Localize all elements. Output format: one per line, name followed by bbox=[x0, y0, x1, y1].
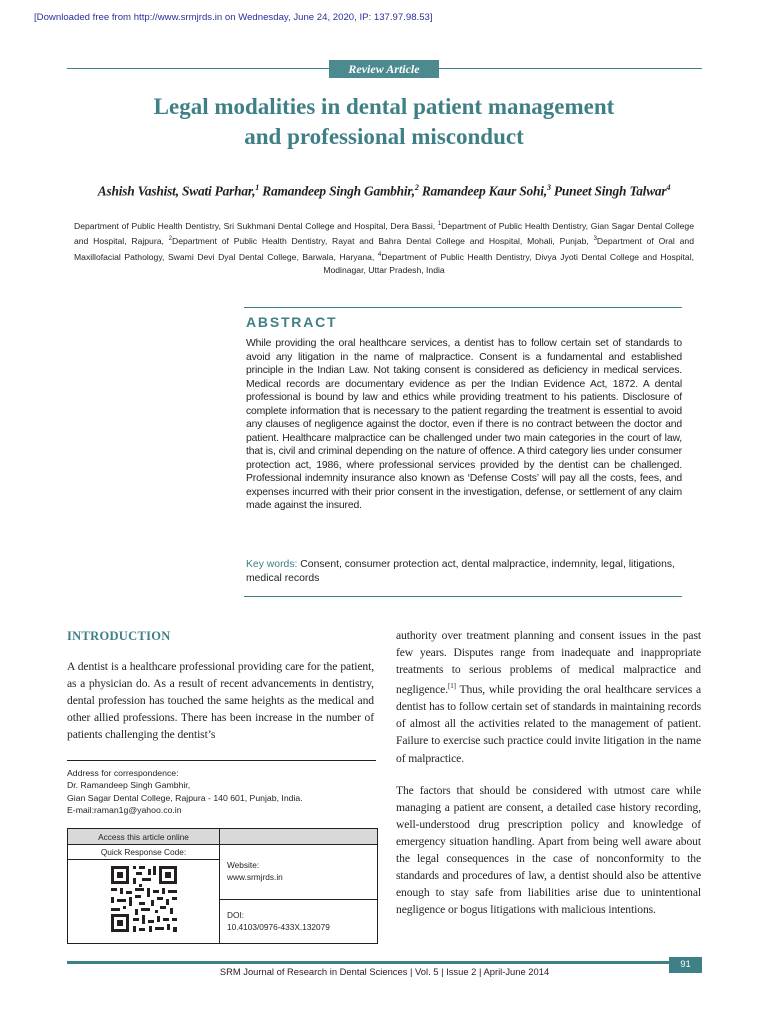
article-title bbox=[60, 92, 708, 152]
intro-left-column bbox=[67, 658, 374, 743]
title-line-1: Legal modalities in dental patient management bbox=[153, 94, 615, 119]
title-line-2: and professional misconduct bbox=[244, 124, 524, 149]
keywords bbox=[246, 558, 682, 585]
abstract-bottom-rule bbox=[244, 596, 682, 597]
website-label: Website: bbox=[227, 860, 260, 870]
website-link[interactable]: www.srmjrds.in bbox=[227, 872, 283, 882]
page-number: 91 bbox=[669, 957, 702, 973]
intro-paragraph: The factors that should be considered with utmost care while managing a patient are consent, a detailed case history recording, well-understood drug prescription policy and knowledge of emergency situation handling. Apart from being well aware about the legal consequences in the case of nonconformity to the standards and procedures of law, a dentist should also be attentive enough to stay safe from liabilities arise due to unintentional negligence or bogus litigations with malicious intentions. bbox=[396, 783, 701, 917]
affil-text: Department of Public Health Dentistry, Gian Sagar Dental College and Hospital, Rajpura, bbox=[74, 220, 694, 247]
citation-ref[interactable]: [1] bbox=[448, 682, 456, 691]
footer-journal: SRM Journal of Research in Dental Sciences | Vol. 5 | Issue 2 | April-June 2014 bbox=[219, 966, 550, 977]
correspondence-label: Address for correspondence: bbox=[67, 768, 179, 778]
correspondence-address: Gian Sagar Dental College, Rajpura - 140 601, Punjab, India. bbox=[67, 792, 303, 803]
author-name: Swati Parhar, bbox=[181, 183, 256, 199]
author-sup: 1 bbox=[255, 183, 260, 192]
header-rule-left bbox=[67, 68, 329, 69]
correspondence-email[interactable]: E-mail:raman1g@yahoo.co.in bbox=[67, 804, 182, 815]
footer-rule bbox=[67, 961, 702, 964]
introduction-heading: INTRODUCTION bbox=[67, 629, 171, 643]
header-rule-right bbox=[439, 68, 702, 69]
affil-text: Department of Public Health Dentistry, Divya Jyoti Dental College and Hospital, Modinagar, Uttar Pradesh, India bbox=[323, 251, 694, 276]
qr-code-icon[interactable] bbox=[109, 864, 179, 934]
correspondence-name: Dr. Ramandeep Singh Gambhir, bbox=[67, 780, 191, 791]
doi-cell bbox=[220, 900, 377, 943]
author-sup: 2 bbox=[414, 183, 419, 192]
article-type-badge: Review Article bbox=[329, 60, 439, 78]
keywords-text: Consent, consumer protection act, dental malpractice, indemnity, legal, litigations, medical records bbox=[246, 559, 675, 584]
intro-paragraph: A dentist is a healthcare professional providing care for the patient, as a physician do. As a result of recent advancements in dentistry, dental profession has touched the same heights as the medical and other allied professions. There has been increase in the number of patients challenging the dentist’s bbox=[67, 660, 374, 742]
intro-text: Thus, while providing the oral healthcare services a dentist has to follow certain set of standards in maintaining records of almost all the activities related to the management of patient. Failure to exercise such practice could invite litigation in the name of malpractice. bbox=[396, 683, 701, 765]
affil-text: Department of Public Health Dentistry, Sri Sukhmani Dental College and Hospital, Dera Bassi, bbox=[74, 220, 438, 231]
abstract-heading: ABSTRACT bbox=[246, 314, 338, 330]
author-sup: 4 bbox=[666, 183, 671, 192]
author-list: Ashish Vashist, Swati Parhar,$^1$ Ramandeep Singh Gambhir,$^2$ Ramandeep Kaur Sohi,$^3$ Puneet Singh Talwar$^4$ bbox=[97, 183, 671, 199]
download-note: [Downloaded free from http://www.srmjrds.in on Wednesday, June 24, 2020, IP: 137.97.98.53] bbox=[34, 12, 433, 23]
correspondence-rule bbox=[67, 760, 376, 761]
author-name: Puneet Singh Talwar bbox=[553, 183, 667, 199]
qr-label: Quick Response Code: bbox=[68, 845, 220, 860]
author-sup: 3 bbox=[546, 183, 551, 192]
correspondence-block bbox=[67, 767, 377, 816]
access-article-box bbox=[67, 828, 378, 944]
keywords-label: Key words: bbox=[246, 559, 298, 570]
author-name: Ashish Vashist bbox=[97, 183, 176, 199]
affil-sup: 1 bbox=[437, 221, 442, 227]
doi-label: DOI: bbox=[227, 910, 245, 920]
access-header: Access this article online bbox=[68, 829, 220, 845]
author-name: Ramandeep Kaur Sohi, bbox=[421, 183, 547, 199]
affil-text: Department of Oral and Maxillofacial Pathology, Swami Devi Dyal Dental College, Barwala, Haryana, bbox=[74, 236, 694, 262]
affil-sup: 3 bbox=[593, 236, 597, 243]
affil-text: Department of Public Health Dentistry, Rayat and Bahra Dental College and Hospital, Mohali, Punjab, bbox=[172, 236, 594, 247]
access-header-blank bbox=[220, 829, 377, 845]
intro-right-column bbox=[396, 627, 701, 918]
doi-value[interactable]: 10.4103/0976-433X.132079 bbox=[227, 922, 330, 932]
intro-paragraph bbox=[396, 627, 701, 767]
affiliations bbox=[74, 218, 694, 278]
intro-text: authority over treatment planning and consent issues in the past few years. Disputes range from inadequate and inappropriate treatments to serious problems of medical malpractice and negligence. bbox=[396, 629, 701, 697]
website-cell bbox=[220, 845, 377, 900]
abstract-body: While providing the oral healthcare services, a dentist has to follow certain set of standards to avoid any litigation in the name of malpractice. Consent is a fundamental and established principle in the Indian Law. Not taking consent is considered as deficiency in medical services. Medical records are documentary evidence as per the Indian Evidence Act, 1872. A dental professional is bound by law and ethics while providing treatment to his patients. Disclosure of complete information that is necessary to the patient regarding the treatment is essential to avoid any clauses of negligence against the doctor, even if there is no contract between the doctor and patient. Healthcare malpractice can be challenged under two main categories in the court of law, that is, civil and criminal depending on the nature of offence. A third category lies under consumer protection act, 1986, where professional services provided by the dentist can be challenged. Professional indemnity insurance also known as ‘Defense Costs’ will pay all the costs, fees, and expenses incurred with their prior consent in the investigation, defense, or settlement of any claim made against the insured. bbox=[246, 338, 682, 511]
affil-sup: 4 bbox=[377, 251, 382, 258]
affil-sup: 2 bbox=[168, 236, 173, 243]
abstract-top-rule bbox=[244, 307, 682, 308]
qr-cell bbox=[68, 860, 220, 943]
author-name: Ramandeep Singh Gambhir, bbox=[262, 183, 415, 199]
